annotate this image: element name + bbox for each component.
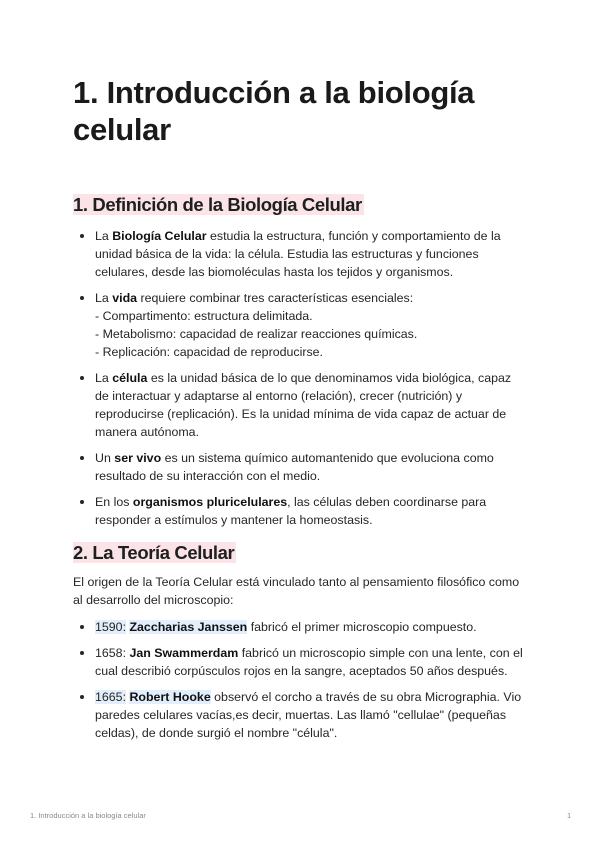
definition-list — [73, 227, 528, 529]
footer-page-number: 1 — [567, 811, 572, 820]
list-item — [73, 369, 528, 441]
item-text: requiere combinar tres características esenciales: — [137, 291, 414, 305]
year-label: 1658: — [95, 646, 127, 660]
list-item — [73, 289, 528, 361]
list-item — [73, 449, 528, 485]
year-label: 1665: — [95, 690, 127, 704]
section-heading-text: 2. La Teoría Celular — [73, 542, 235, 563]
page-content — [73, 74, 528, 750]
item-text: La — [95, 291, 113, 305]
item-text: estudia la estructura, función y comportamiento de la unidad básica de la vida: la célula. Estudia las estructuras y funciones celulares, desde las biomoléculas hasta los tejidos y organismos. — [95, 229, 501, 279]
scientist-name: Zaccharias Janssen — [129, 620, 248, 634]
item-term: célula — [112, 371, 148, 385]
timeline-item — [73, 618, 528, 636]
item-text: es un sistema químico automantenido que evoluciona como resultado de su interacción con el medio. — [95, 451, 494, 483]
section-heading-text: 1. Definición de la Biología Celular — [73, 194, 362, 215]
section-heading-definition — [73, 193, 528, 217]
page-title: 1. Introducción a la biología celular — [73, 75, 475, 147]
item-text: En los — [95, 495, 133, 509]
sub-line: - Replicación: capacidad de reproducirse. — [95, 345, 323, 359]
item-text: La — [95, 371, 113, 385]
item-text: fabricó el primer microscopio compuesto. — [247, 620, 477, 634]
item-text: fabricó un microscopio simple con una lente, con el cual describió corpúsculos rojos en la sangre, aceptados 50 años después. — [95, 646, 523, 678]
item-term: Biología Celular — [112, 229, 207, 243]
item-term: ser vivo — [114, 451, 162, 465]
section-heading-cell-theory — [73, 541, 528, 565]
item-text: La — [95, 229, 113, 243]
list-item — [73, 493, 528, 529]
footer-document-name: 1. Introducción a la biología celular — [30, 811, 146, 820]
item-text: observó el corcho a través de su obra Micrographia. Vio paredes celulares vacías,es decir, muertas. Las llamó "cellulae" (pequeñas celdas), de donde surgió el nombre "célula". — [95, 690, 522, 740]
section-intro: El origen de la Teoría Celular está vinculado tanto al pensamiento filosófico como al desarrollo del microscopio: — [73, 575, 520, 607]
year-label: 1590: — [95, 620, 127, 634]
item-text: es la unidad básica de lo que denominamos vida biológica, capaz de interactuar y adaptarse al entorno (relación), crecer (nutrición) y reproducirse (replicación). Es la unidad mínima de vida capaz de actuar de manera autónoma. — [95, 371, 512, 439]
sub-line: - Metabolismo: capacidad de realizar reacciones químicas. — [95, 327, 418, 341]
timeline-item — [73, 644, 528, 680]
sub-line: - Compartimento: estructura delimitada. — [95, 309, 313, 323]
item-text: , las células deben coordinarse para responder a estímulos y mantener la homeostasis. — [95, 495, 487, 527]
scientist-name: Robert Hooke — [129, 690, 211, 704]
timeline-item — [73, 688, 528, 742]
item-term: organismos pluricelulares — [132, 495, 288, 509]
item-text: Un — [95, 451, 115, 465]
list-item — [73, 227, 528, 281]
scientist-name: Jan Swammerdam — [129, 646, 239, 660]
item-term: vida — [112, 291, 138, 305]
timeline-list — [73, 618, 528, 742]
